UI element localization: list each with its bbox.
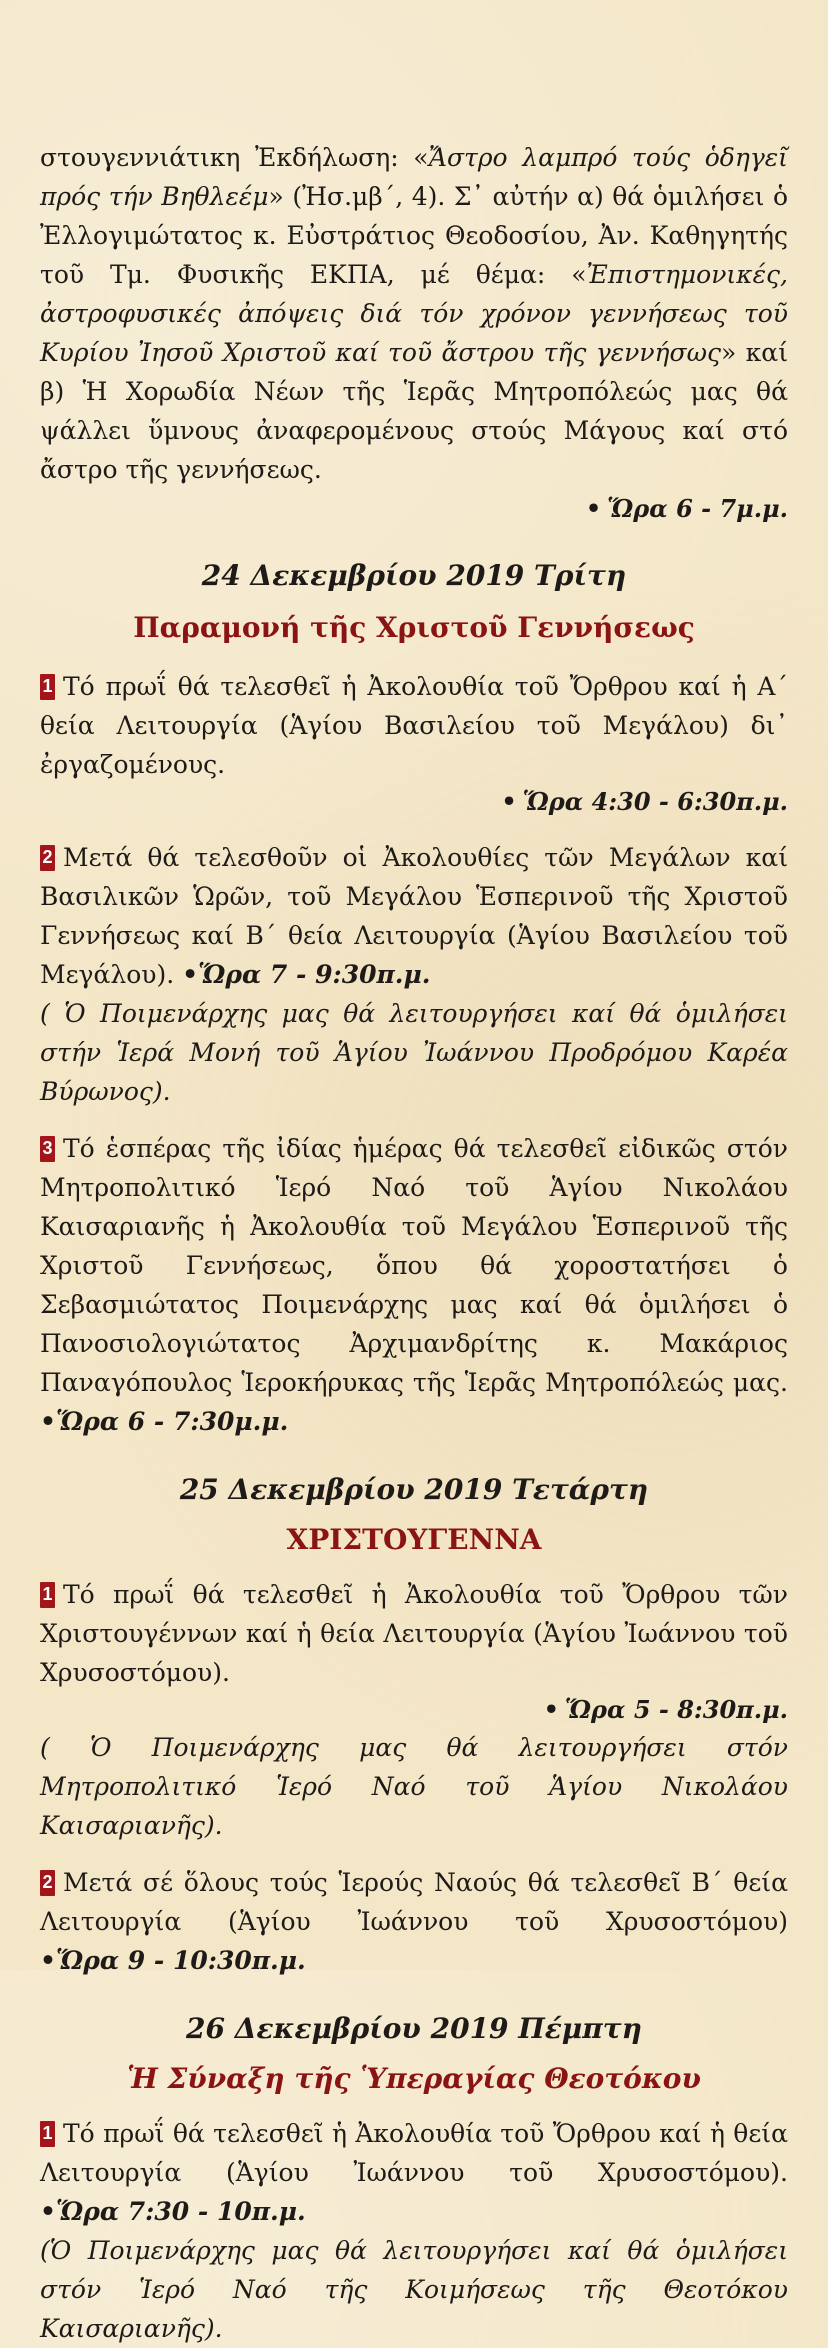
service-time-26-1: •Ὥρα 7:30 - 10π.μ. bbox=[40, 2197, 306, 2226]
service-note-26-1: (Ὁ Ποιμενάρχης μας θά λειτουργήσει καί θά ὁμιλήσει στόν Ἱερό Ναό τῆς Κοιμήσεως τῆς Θεοτόκου Καισαριανῆς). bbox=[40, 2236, 788, 2343]
time-text: Ὥρα 7:30 - 10π.μ. bbox=[55, 2197, 306, 2226]
service-item-24-3 bbox=[40, 1129, 788, 1441]
service-time-24-1 bbox=[40, 784, 788, 820]
service-time-25-2: •Ὥρα 9 - 10:30π.μ. bbox=[40, 1946, 306, 1975]
time-text: Ὥρα 6 - 7μ.μ. bbox=[607, 494, 788, 523]
bullet-icon: • bbox=[501, 787, 517, 816]
event-title: Ἄστρο λαμπρό τούς ὁδηγεῖ πρός τήν Βηθλεέμ bbox=[40, 143, 788, 211]
service-text: Μετά σέ ὅλους τούς Ἱερούς Ναούς θά τελεσθεῖ Β΄ θεία Λειτουργία (Ἁγίου Ἰωάννου τοῦ Χρυσοστόμου) bbox=[40, 1868, 788, 1936]
service-text: Τό ἑσπέρας τῆς ἰδίας ἡμέρας θά τελεσθεῖ εἰδικῶς στόν Μητροπολιτικό Ἱερό Ναό τοῦ Ἁγίου Νικολάου Καισαριανῆς ἡ Ἀκολουθία τοῦ Μεγάλου Ἑσπερινοῦ τῆς Χριστοῦ Γεννήσεως, ὅπου θά χοροστατήσει ὁ Σεβασμιώτατος Ποιμενάρχης μας καί θά ὁμιλήσει ὁ Πανοσιολογιώτατος Ἀρχιμανδρίτης κ. Μακάριος Παναγόπουλος Ἱεροκήρυκας τῆς Ἱερᾶς Μητροπόλεώς μας. bbox=[40, 1134, 788, 1397]
date-heading-24: 24 Δεκεμβρίου 2019 Τρίτη bbox=[201, 559, 627, 592]
number-badge: 2 bbox=[40, 845, 55, 871]
service-note-24-2: ( Ὁ Ποιμενάρχης μας θά λειτουργήσει καί θά ὁμιλήσει στήν Ἱερά Μονή τοῦ Ἁγίου Ἰωάννου Προδρόμου Καρέα Βύρωνος). bbox=[40, 999, 788, 1106]
service-item-25-1 bbox=[40, 1575, 788, 1692]
number-badge: 1 bbox=[40, 674, 55, 700]
service-item-25-2 bbox=[40, 1863, 788, 1980]
service-time-24-2: •Ὥρα 7 - 9:30π.μ. bbox=[182, 960, 431, 989]
service-note-25-1: ( Ὁ Ποιμενάρχης μας θά λειτουργήσει στόν Μητροπολιτικό Ἱερό Ναό τοῦ Ἁγίου Νικολάου Καισαριανῆς). bbox=[40, 1733, 788, 1840]
service-text: Τό πρωΐ θά τελεσθεῖ ἡ Ἀκολουθία τοῦ Ὄρθρου καί ἡ θεία Λειτουργία (Ἁγίου Ἰωάννου τοῦ Χρυσοστόμου). bbox=[40, 2119, 788, 2187]
intro-time bbox=[40, 491, 788, 527]
number-badge: 1 bbox=[40, 1582, 55, 1608]
intro-text-3: » καί β) Ἡ Χορωδία Νέων τῆς Ἱερᾶς Μητροπόλεώς μας θά ψάλλει ὕμνους ἀναφερομένους στούς Μάγους καί στό ἄστρο τῆς γεννήσεως. bbox=[40, 338, 788, 484]
service-text: Μετά θά τελεσθοῦν οἱ Ἀκολουθίες τῶν Μεγάλων καί Βασιλικῶν Ὡρῶν, τοῦ Μεγάλου Ἑσπερινοῦ τῆς Χριστοῦ Γεννήσεως καί Β΄ θεία Λειτουργία (Ἁγίου Βασιλείου τοῦ Μεγάλου). bbox=[40, 843, 788, 989]
intro-text: στουγεννιάτικη Ἐκδήλωση: « bbox=[40, 143, 429, 172]
service-time-25-1 bbox=[40, 1692, 788, 1728]
time-text: Ὥρα 6 - 7:30μ.μ. bbox=[55, 1407, 289, 1436]
number-badge: 2 bbox=[40, 1870, 55, 1896]
time-text: Ὥρα 4:30 - 6:30π.μ. bbox=[522, 787, 788, 816]
service-item-24-2 bbox=[40, 838, 788, 994]
intro-text-2: » (Ἠσ.μβ΄, 4). Σ᾽ αὐτήν α) θά ὁμιλήσει ὁ Ἐλλογιμώτατος κ. Εὐστράτιος Θεοδοσίου, Ἀν. Καθηγητής τοῦ Τμ. Φυσικῆς ΕΚΠΑ, μέ θέμα: « bbox=[40, 182, 788, 289]
bullet-icon: • bbox=[585, 494, 602, 523]
bullet-icon: • bbox=[543, 1695, 559, 1724]
feast-heading-25: ΧΡΙΣΤΟΥΓΕΝΝΑ bbox=[286, 1523, 542, 1556]
service-text: Τό πρωΐ θά τελεσθεῖ ἡ Ἀκολουθία τοῦ Ὄρθρου τῶν Χριστουγέννων καί ἡ θεία Λειτουργία (Ἁγίου Ἰωάννου τοῦ Χρυσοστόμου). bbox=[40, 1580, 788, 1687]
intro-paragraph bbox=[40, 138, 788, 489]
service-time-24-3: •Ὥρα 6 - 7:30μ.μ. bbox=[40, 1407, 289, 1436]
lecture-topic: Ἐπιστημονικές, ἀστροφυσικές ἀπόψεις διά τόν χρόνον γεννήσεως τοῦ Κυρίου Ἰησοῦ Χριστοῦ καί τοῦ ἄστρου τῆς γεννήσως bbox=[40, 260, 788, 367]
feast-heading-24: Παραμονή τῆς Χριστοῦ Γεννήσεως bbox=[133, 611, 695, 644]
time-text: Ὥρα 5 - 8:30π.μ. bbox=[564, 1695, 788, 1724]
date-heading-25: 25 Δεκεμβρίου 2019 Τετάρτη bbox=[179, 1473, 649, 1506]
service-item-24-1 bbox=[40, 667, 788, 784]
number-badge: 1 bbox=[40, 2121, 55, 2147]
service-text: Τό πρωΐ θά τελεσθεῖ ἡ Ἀκολουθία τοῦ Ὄρθρου καί ἡ Α΄ θεία Λειτουργία (Ἁγίου Βασιλείου τοῦ Μεγάλου) δι᾽ ἐργαζομένους. bbox=[40, 672, 788, 779]
feast-heading-26: Ἡ Σύναξη τῆς Ὑπεραγίας Θεοτόκου bbox=[127, 2062, 701, 2095]
time-text: Ὥρα 7 - 9:30π.μ. bbox=[198, 960, 431, 989]
number-badge: 3 bbox=[40, 1136, 55, 1162]
service-item-26-1 bbox=[40, 2114, 788, 2231]
time-text: Ὥρα 9 - 10:30π.μ. bbox=[55, 1946, 306, 1975]
date-heading-26: 26 Δεκεμβρίου 2019 Πέμπτη bbox=[186, 2012, 642, 2045]
